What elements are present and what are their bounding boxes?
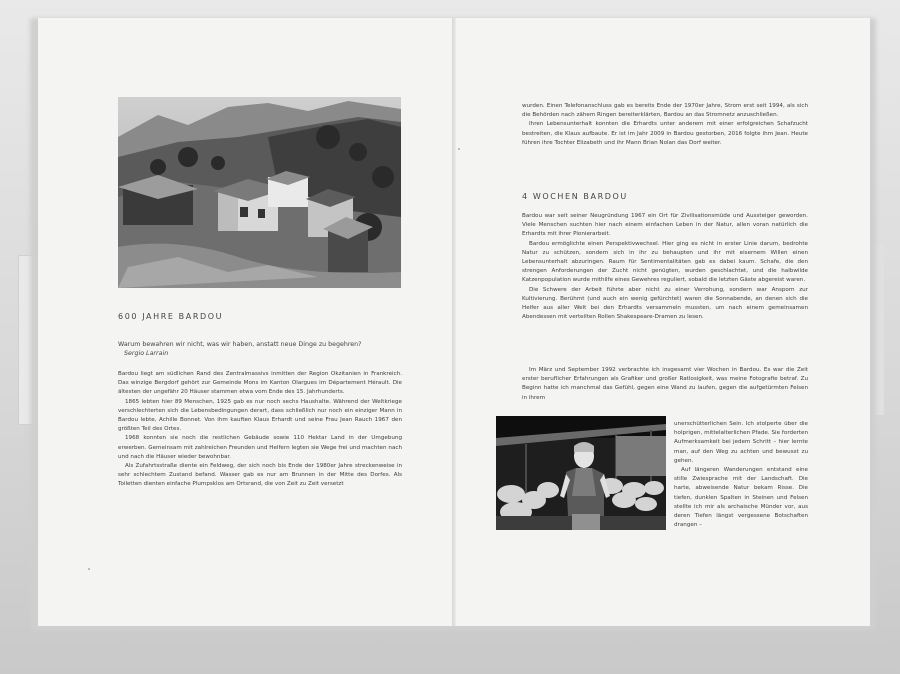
right-wrap-text-2	[674, 466, 808, 530]
right-side-text	[674, 420, 808, 466]
paragraph: 1968 konnten sie noch die restlichen Gebäude sowie 110 Hektar Land in der Umgebung erwerben. Gemeinsam mit zahlreichen Freunden und Helfern legten sie Wege frei und machten nach und nach die Häuser wieder bewohnbar.	[118, 435, 402, 460]
right-wrap-text	[522, 366, 808, 403]
paragraph: Die Schwere der Arbeit führte aber nicht zu einer Verrohung, sondern war Ansporn zur Kultivierung. Berühmt (und auch ein wenig gefürchtet) waren die Sonnabende, an denen sich die Helfer aus aller Welt bei den Erhardts versammeln mussten, um nach einem gemeinsamen Abendessen mit verteilten Rollen Shakespeare-Dramen zu lesen.	[522, 286, 808, 321]
paragraph-part: unerschütterlichen Sein. Ich stolperte über die holprigen, mittelalterlichen Pfade. Sie forderten Aufmerksamkeit bei jedem Schritt – hier lernte man, auf den Weg zu achten und bewusst zu gehen.	[674, 421, 808, 464]
paragraph: Bardou liegt am südlichen Rand des Zentralmassivs inmitten der Region Okzitanien in Frankreich. Das winzige Bergdorf gehört zur Gemeinde Mons im Kanton Olargues im Département Hérault. Die ältesten der ungefähr 20 Häuser stammen etwa vom Ende des 15. Jahrhunderts.	[118, 371, 402, 396]
quote-text: Warum bewahren wir nicht, was wir haben, anstatt neue Dinge zu begehren?	[118, 341, 362, 348]
paragraph: Auf längeren Wanderungen entstand eine stille Zwiesprache mit der Landschaft. Die harte, abweisende Natur bekam Risse. Die tiefen, dunklen Spalten in Steinen und Felsen stellte ich mir als archaische Münder vor, aus deren Tiefen längst vergessene Botschaften drangen –	[674, 467, 808, 529]
paragraph: Als Zufahrtsstraße diente ein Feldweg, der sich noch bis Ende der 1980er Jahre streckenweise in sehr schlechtem Zustand befand. Wasser gab es nur am Brunnen in der Mitte des Dorfes. Als Toiletten dienten einfache Plumpsklos am Ortsrand, die von Zeit zu Zeit versetzt	[118, 463, 402, 488]
paragraph: wurden. Einen Telefonanschluss gab es bereits Ende der 1970er Jahre, Strom erst seit 1994, als sich die Behörden nach zähem Ringen bereiterklärten, Bardou an das Stromnetz anzuschließen.	[522, 103, 808, 119]
left-page	[38, 18, 457, 626]
section-title-600-jahre: 600 JAHRE BARDOU	[118, 312, 224, 321]
left-body-text	[118, 370, 402, 490]
paragraph: Bardou war seit seiner Neugründung 1967 ein Ort für Zivilisationsmüde und Aussteiger geworden. Viele Menschen suchten hier nach einem einfachen Leben in der Natur, allen voran natürlich die Erhardts mit ihrer Pionierarbeit.	[522, 213, 808, 238]
paragraph: Ihren Lebensunterhalt konnten die Erhardts unter anderem mit einer erfolgreichen Schafzucht bestreiten, die Klaus aufbaute. Er ist im Jahr 2009 in Bardou gestorben, 2016 folgte ihm Jean. Heute führen ihre Tochter Elizabeth und ihr Mann Brian Nolan das Dorf weiter.	[522, 121, 808, 146]
epigraph-quote	[118, 340, 398, 358]
paragraph: 1865 lebten hier 89 Menschen, 1925 gab es nur noch sechs Haushalte. Während der Weltkriege verschlechterten sich die Lebensbedingungen derart, dass schließlich nur noch ein einziger Mann in Bardou lebte, Achille Bonnet. Von ihm kauften Klaus Erhardt und seine Frau Jean Rauch 1967 den größten Teil des Ortes.	[118, 398, 402, 433]
right-body-text	[522, 212, 808, 322]
paragraph: Bardou ermöglichte einen Perspektivwechsel. Hier ging es nicht in erster Linie darum, bedrohte Natur zu schützen, sondern sich in ihr zu behaupten und ihr mit eisernem Willen einen Lebensunterhalt abzuringen. Raum für Sentimentalitäten gab es dabei kaum. Schafe, die den strengen Anforderungen der Zucht nicht genügten, wurden geschlachtet, und die halbwilde Katzenpopulation wurde mithilfe eines Gewehres reguliert, sobald die letzten Gäste abgereist waren.	[522, 240, 808, 284]
quote-author: Sergio Larrain	[124, 350, 169, 357]
page-mark	[88, 568, 90, 570]
village-photo	[118, 97, 401, 288]
page-mark	[458, 148, 460, 150]
shepherd-photo	[496, 416, 666, 530]
right-top-text	[522, 102, 808, 148]
right-page	[456, 18, 870, 626]
paragraph-part: Im März und September 1992 verbrachte ich insgesamt vier Wochen in Bardou. Es war die Zeit erster beruflicher Erfahrungen als Grafiker und großer Ratlosigkeit, was meine Fotografie betraf. Zu Beginn hatte ich manchmal das Gefühl, gegen eine Wand zu laufen, gegen die aufgetürmten Felsen in ihrem	[522, 367, 808, 401]
section-title-4-wochen: 4 WOCHEN BARDOU	[522, 192, 628, 201]
